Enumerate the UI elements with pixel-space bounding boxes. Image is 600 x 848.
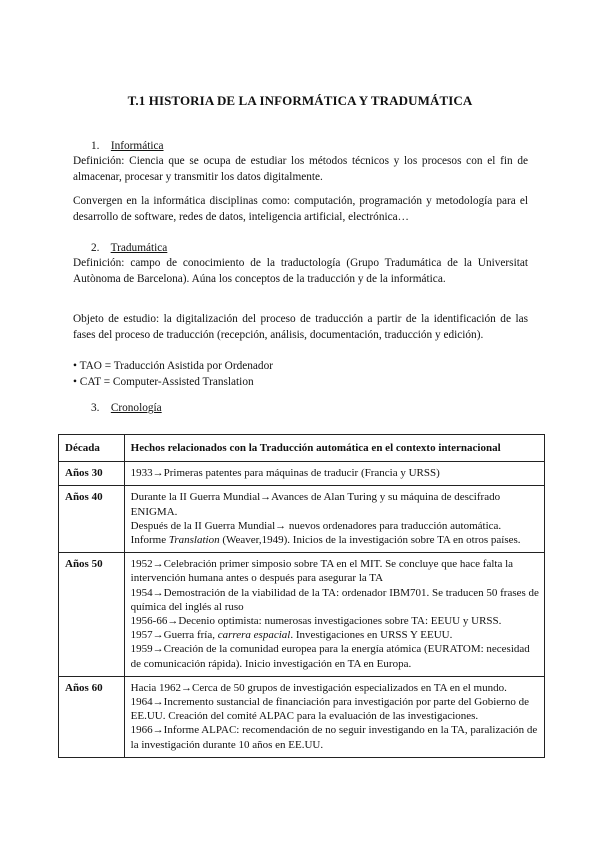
section-number: 1. bbox=[91, 140, 100, 152]
informatica-definition: Definición: Ciencia que se ocupa de estudiar los métodos técnicos y los procesos con el fin de almacenar, procesar y transmitir los datos digitalmente. bbox=[73, 155, 528, 183]
table-row bbox=[59, 486, 545, 553]
chronology-table bbox=[58, 434, 545, 758]
decade-cell: Años 30 bbox=[59, 462, 125, 486]
section-title: Informática bbox=[110, 140, 164, 152]
table-header-row bbox=[59, 435, 545, 462]
bullet-cat: • CAT = Computer-Assisted Translation bbox=[73, 376, 254, 388]
section-title: Cronología bbox=[110, 402, 162, 414]
event-line bbox=[131, 628, 539, 642]
event-line: 1952→Celebración primer simposio sobre TA en el MIT. Se concluye que hace falta la intervención humana antes o después para asegurar la TA bbox=[130, 558, 514, 585]
event-line: 1956-66→Decenio optimista: numerosas investigaciones sobre TA: EEUU y URSS. bbox=[130, 615, 502, 628]
event-italic-title: Translation bbox=[168, 534, 220, 547]
informatica-disciplines: Convergen en la informática disciplinas como: computación, programación y metodología para el desarrollo de software, redes de datos, inteligencia artificial, electrónica… bbox=[73, 195, 528, 223]
event-line: 1966→Informe ALPAC: recomendación de no seguir investigando en la TA, paralización de la investigación durante 10 años en EE.UU. bbox=[130, 724, 538, 751]
section-heading-cronologia bbox=[91, 402, 162, 414]
tradumatica-object: Objeto de estudio: la digitalización del proceso de traducción a partir de la identificación de las fases del proceso de traducción (recepción, análisis, documentación, traducción y edición). bbox=[73, 313, 528, 341]
events-cell bbox=[124, 553, 544, 677]
event-line bbox=[131, 533, 539, 547]
section-heading-tradumatica bbox=[91, 242, 167, 254]
section-title: Tradumática bbox=[110, 242, 168, 254]
event-text: . Investigaciones en URSS Y EEUU. bbox=[290, 629, 453, 642]
events-cell bbox=[124, 486, 544, 553]
section-number: 2. bbox=[91, 242, 100, 254]
table-row bbox=[59, 676, 545, 757]
table-row bbox=[59, 462, 545, 486]
bullet-tao: • TAO = Traducción Asistida por Ordenador bbox=[73, 360, 273, 372]
event-line: Después de la II Guerra Mundial→ nuevos ordenadores para traducción automática. bbox=[130, 519, 502, 532]
events-cell bbox=[124, 676, 544, 757]
event-line: 1964→Incremento sustancial de financiación para investigación por parte del Gobierno de EE.UU. Creación del comité ALPAC para la evaluación de las investigaciones. bbox=[130, 696, 529, 723]
section-heading-informatica bbox=[91, 140, 164, 152]
section-number: 3. bbox=[91, 402, 100, 414]
header-decade: Década bbox=[59, 435, 125, 462]
table-row bbox=[59, 553, 545, 677]
event-line: 1959→Creación de la comunidad europea para la energía atómica (EURATOM: necesidad de comunicación rápida). Inicio investigación en TA en Europa. bbox=[130, 643, 530, 670]
event-text: (Weaver,1949). Inicios de la investigación sobre TA en otros países. bbox=[219, 534, 521, 547]
event-line: 1954→Demostración de la viabilidad de la TA: ordenador IBM701. Se traducen 50 frases de química del inglés al ruso bbox=[130, 586, 539, 613]
decade-cell: Años 40 bbox=[59, 486, 125, 553]
event-line: Hacia 1962→Cerca de 50 grupos de investigación especializados en TA en el mundo. bbox=[130, 681, 507, 694]
decade-cell: Años 60 bbox=[59, 676, 125, 757]
event-italic-term: carrera espacial bbox=[217, 629, 291, 642]
decade-cell: Años 50 bbox=[59, 553, 125, 677]
document-title: T.1 HISTORIA DE LA INFORMÁTICA Y TRADUMÁTICA bbox=[127, 93, 473, 108]
events-cell bbox=[124, 462, 544, 486]
tradumatica-definition: Definición: campo de conocimiento de la traductología (Grupo Tradumática de la Universitat Autònoma de Barcelona). Aúna los conceptos de la traducción y de la informática. bbox=[73, 257, 528, 285]
event-text: Informe bbox=[130, 534, 169, 547]
header-events: Hechos relacionados con la Traducción automática en el contexto internacional bbox=[124, 435, 544, 462]
event-line: 1933→Primeras patentes para máquinas de traducir (Francia y URSS) bbox=[130, 467, 440, 480]
event-line: Durante la II Guerra Mundial→Avances de Alan Turing y su máquina de descifrado ENIGMA. bbox=[130, 491, 501, 518]
event-text: 1957→Guerra fría, bbox=[130, 629, 218, 642]
